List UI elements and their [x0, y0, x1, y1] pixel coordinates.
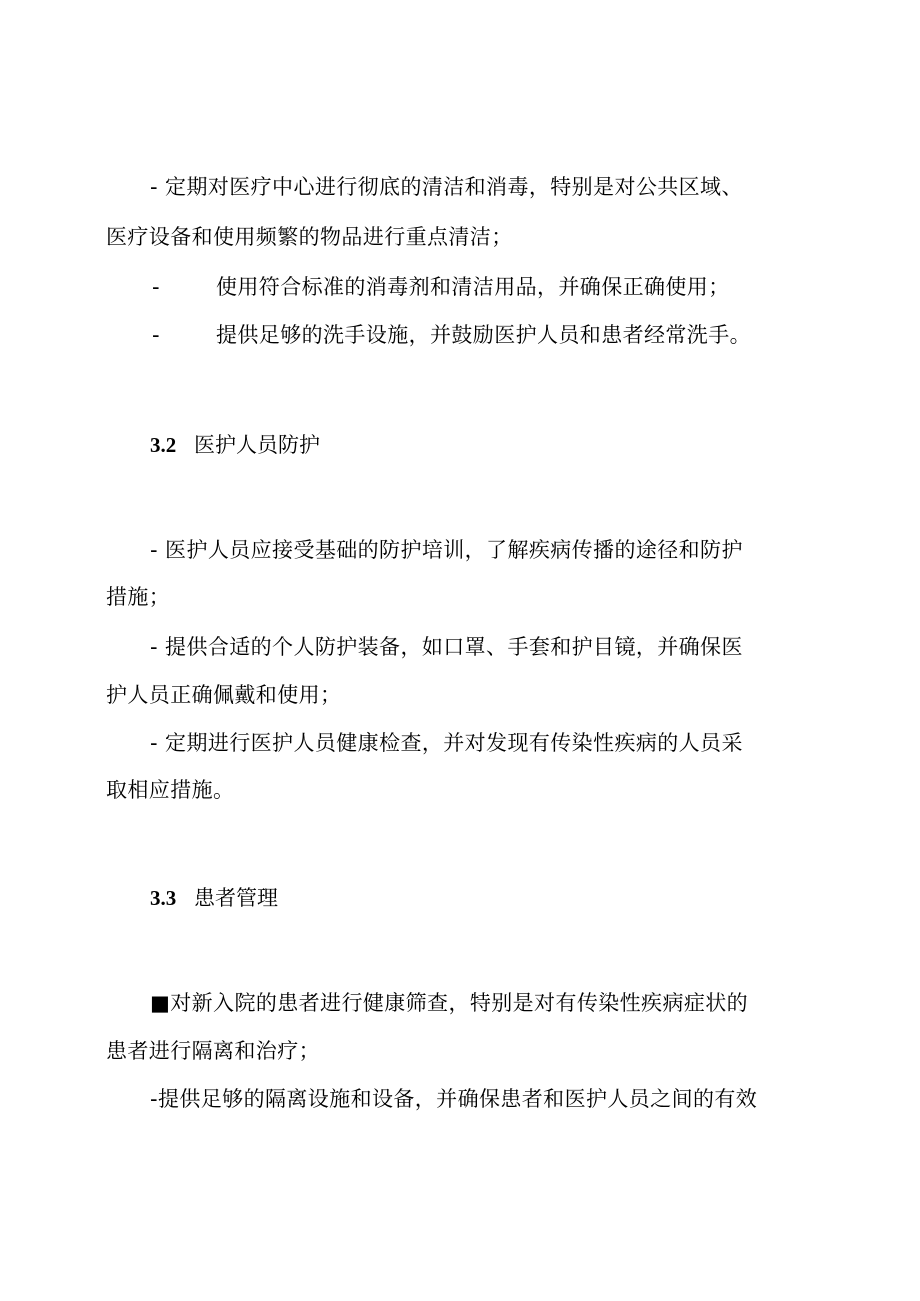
paragraph-line: ■对新入院的患者进行健康筛查，特别是对有传染性疾病症状的	[150, 991, 749, 1015]
paragraph-line: - 医护人员应接受基础的防护培训，了解疾病传播的途径和防护	[150, 538, 743, 562]
list-item	[152, 320, 751, 350]
paragraph-line: 措施；	[106, 585, 171, 609]
paragraph-line: 取相应措施。	[106, 778, 235, 802]
paragraph-line: -提供足够的隔离设施和设备，并确保患者和医护人员之间的有效	[150, 1087, 758, 1111]
section-number: 3.3	[150, 886, 177, 910]
paragraph-line: 医疗设备和使用频繁的物品进行重点清洁；	[106, 225, 513, 249]
paragraph-line: - 提供合适的个人防护装备，如口罩、手套和护目镜，并确保医	[150, 635, 743, 659]
list-item	[152, 272, 730, 302]
section-heading-3-3	[150, 883, 278, 913]
list-dash: -	[152, 323, 160, 347]
list-item-text: 使用符合标准的消毒剂和清洁用品，并确保正确使用；	[216, 275, 730, 299]
paragraph-line: 护人员正确佩戴和使用；	[106, 683, 342, 707]
paragraph-line: - 定期进行医护人员健康检查，并对发现有传染性疾病的人员采	[150, 731, 743, 755]
paragraph-line: - 定期对医疗中心进行彻底的清洁和消毒，特别是对公共区域、	[150, 175, 743, 199]
section-number: 3.2	[150, 433, 177, 457]
list-item-text: 提供足够的洗手设施，并鼓励医护人员和患者经常洗手。	[216, 323, 751, 347]
section-heading-3-2	[150, 430, 320, 460]
list-dash: -	[152, 275, 160, 299]
section-title: 患者管理	[194, 886, 278, 910]
section-title: 医护人员防护	[194, 433, 320, 457]
paragraph-line: 患者进行隔离和治疗；	[106, 1039, 320, 1063]
